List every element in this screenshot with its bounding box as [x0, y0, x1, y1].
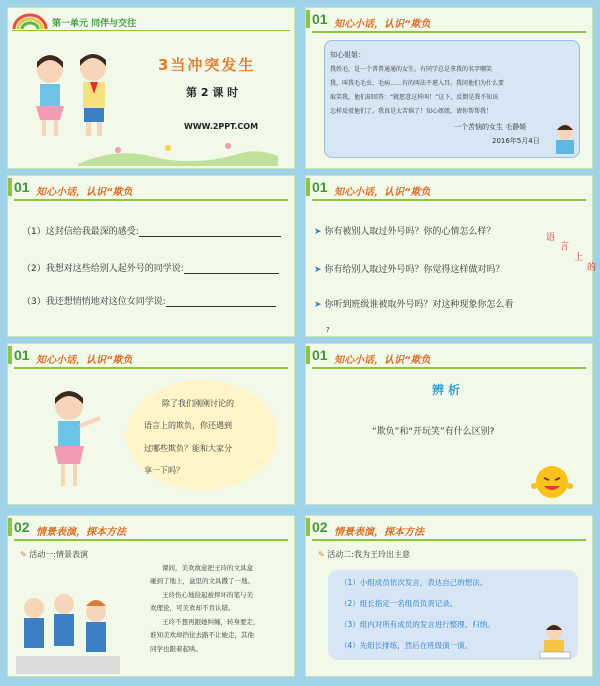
story-line: 王玲不想再跟她纠缠，转身要走， — [162, 618, 260, 626]
section-title: 情景表演，探本方法 — [36, 527, 126, 538]
bullet-tail: ? — [326, 326, 330, 334]
slide-2[interactable] — [305, 7, 593, 169]
section-title: 知心小话，认识“欺负 — [36, 355, 133, 366]
story-line: 王玲伤心地捡起被摔坏的笔与美 — [162, 591, 253, 599]
side-char: 的 — [587, 263, 597, 273]
bullet-item: ➤ 你听到班级谁被取外号吗？对这种现象你怎么看 — [314, 300, 514, 310]
letter-greeting: 知心姐姐： — [330, 51, 365, 59]
activity-label: ✎ 活动二:我为王玲出主意 — [318, 550, 410, 559]
question-1: （1）这封信给我最深的感受: — [22, 224, 281, 237]
question-3: （3）我还想悄悄地对这位女同学说: — [22, 294, 276, 307]
bubble-line: 除了我们刚刚讨论的 — [162, 399, 234, 408]
step-item: （2）组长指定一名组员负责记录。 — [340, 599, 458, 608]
boy-reading-icon — [538, 622, 572, 662]
bullet-item: ➤ 你有被别人取过外号吗？你的心情怎么样？ — [314, 227, 496, 237]
lesson-title: 3当冲突发生 — [158, 56, 256, 74]
letter-line: 怎样反驳他们了。我真是太苦恼了！知心姐姐，请你帮帮我！ — [330, 108, 493, 115]
unit-label: 第一单元 同伴与交往 — [52, 19, 137, 29]
story-line: 碰到了地上，盒里的文具撒了一地。 — [150, 577, 254, 585]
section-number: 01 — [312, 179, 328, 195]
question-2: （2）我想对这些给别人起外号的同学说: — [22, 261, 279, 274]
side-char: 上 — [574, 253, 584, 263]
girl-pointing-illustration — [44, 388, 104, 498]
step-item: （3）组内对所有成员的发言进行整理、归纳。 — [340, 620, 495, 629]
step-item: （4）先组长排练，然后在班级演一演。 — [340, 641, 473, 650]
section-number: 01 — [312, 11, 328, 27]
side-char: 言 — [560, 242, 570, 252]
slide-8[interactable] — [305, 515, 593, 677]
analysis-question: “欺负”和“开玩笑”有什么区别? — [372, 427, 495, 437]
site-url: WWW.2PPT.COM — [184, 122, 259, 131]
analysis-heading: 辨 析 — [432, 383, 461, 397]
section-number: 02 — [14, 519, 30, 535]
letter-date: 2016年5月4日 — [492, 137, 540, 145]
activity-label: ✎ 活动一:情景表演 — [20, 550, 88, 559]
letter-signature: 一个苦恼的女生 毛静媛 — [454, 123, 527, 131]
grass-decoration — [78, 136, 278, 166]
step-item: （1）小组成员依次发言，表达自己的想法。 — [340, 578, 488, 587]
children-illustration — [28, 50, 118, 142]
side-char: 语 — [546, 233, 556, 243]
story-line: 谁知美欢却挡住去路不让她走，其他 — [150, 631, 254, 639]
pencil-icon: ✎ — [20, 550, 27, 559]
story-line: 课间，美欢故意把王玲的文具盒 — [162, 564, 253, 572]
lesson-period: 第 2 课 时 — [186, 86, 239, 99]
section-title: 知心小话，认识“欺负 — [36, 187, 133, 198]
bubble-line: 享一下吗？ — [144, 466, 184, 475]
bubble-line: 过哪些欺负？能和大家分 — [144, 444, 232, 453]
letter-line: 我姓毛，是一个普普通通的女生。有同学总是拿我的名字嘲笑 — [330, 66, 493, 73]
section-title: 情景表演，探本方法 — [334, 527, 424, 538]
section-title: 知心小话，认识“欺负 — [334, 355, 431, 366]
section-title: 知心小话，认识“欺负 — [334, 19, 431, 30]
section-number: 01 — [14, 179, 30, 195]
slide-4[interactable] — [305, 175, 597, 337]
students-illustration — [16, 590, 120, 674]
bullet-item: ➤ 你有给别人取过外号吗？你觉得这样做对吗？ — [314, 265, 505, 275]
bubble-line: 语言上的欺负，你还遇到 — [144, 421, 232, 430]
section-number: 01 — [312, 347, 328, 363]
letter-line: 取笑我，他们却回答：“就愿意这样叫！”这下，反倒是我不知该 — [330, 94, 499, 101]
story-line: 同学也跟着起哄。 — [150, 645, 202, 653]
rainbow-icon — [12, 12, 52, 30]
slide-1[interactable] — [7, 7, 295, 169]
slide-7[interactable] — [7, 515, 295, 677]
pencil-icon: ✎ — [318, 550, 325, 559]
story-line: 欢理论，可美欢却不肯认错。 — [150, 604, 235, 612]
letter-line: 我，叫我毛毛虫、毛病……有的叫法不堪入耳。我问他们为什么要 — [330, 80, 505, 87]
slide-3[interactable] — [7, 175, 295, 337]
slide-5[interactable] — [7, 343, 295, 505]
section-number: 01 — [14, 347, 30, 363]
girl-writing-icon — [550, 122, 580, 156]
section-number: 02 — [312, 519, 328, 535]
emoji-tongue-icon — [530, 462, 574, 502]
slide-6[interactable] — [305, 343, 593, 505]
section-title: 知心小话，认识“欺负 — [334, 187, 431, 198]
